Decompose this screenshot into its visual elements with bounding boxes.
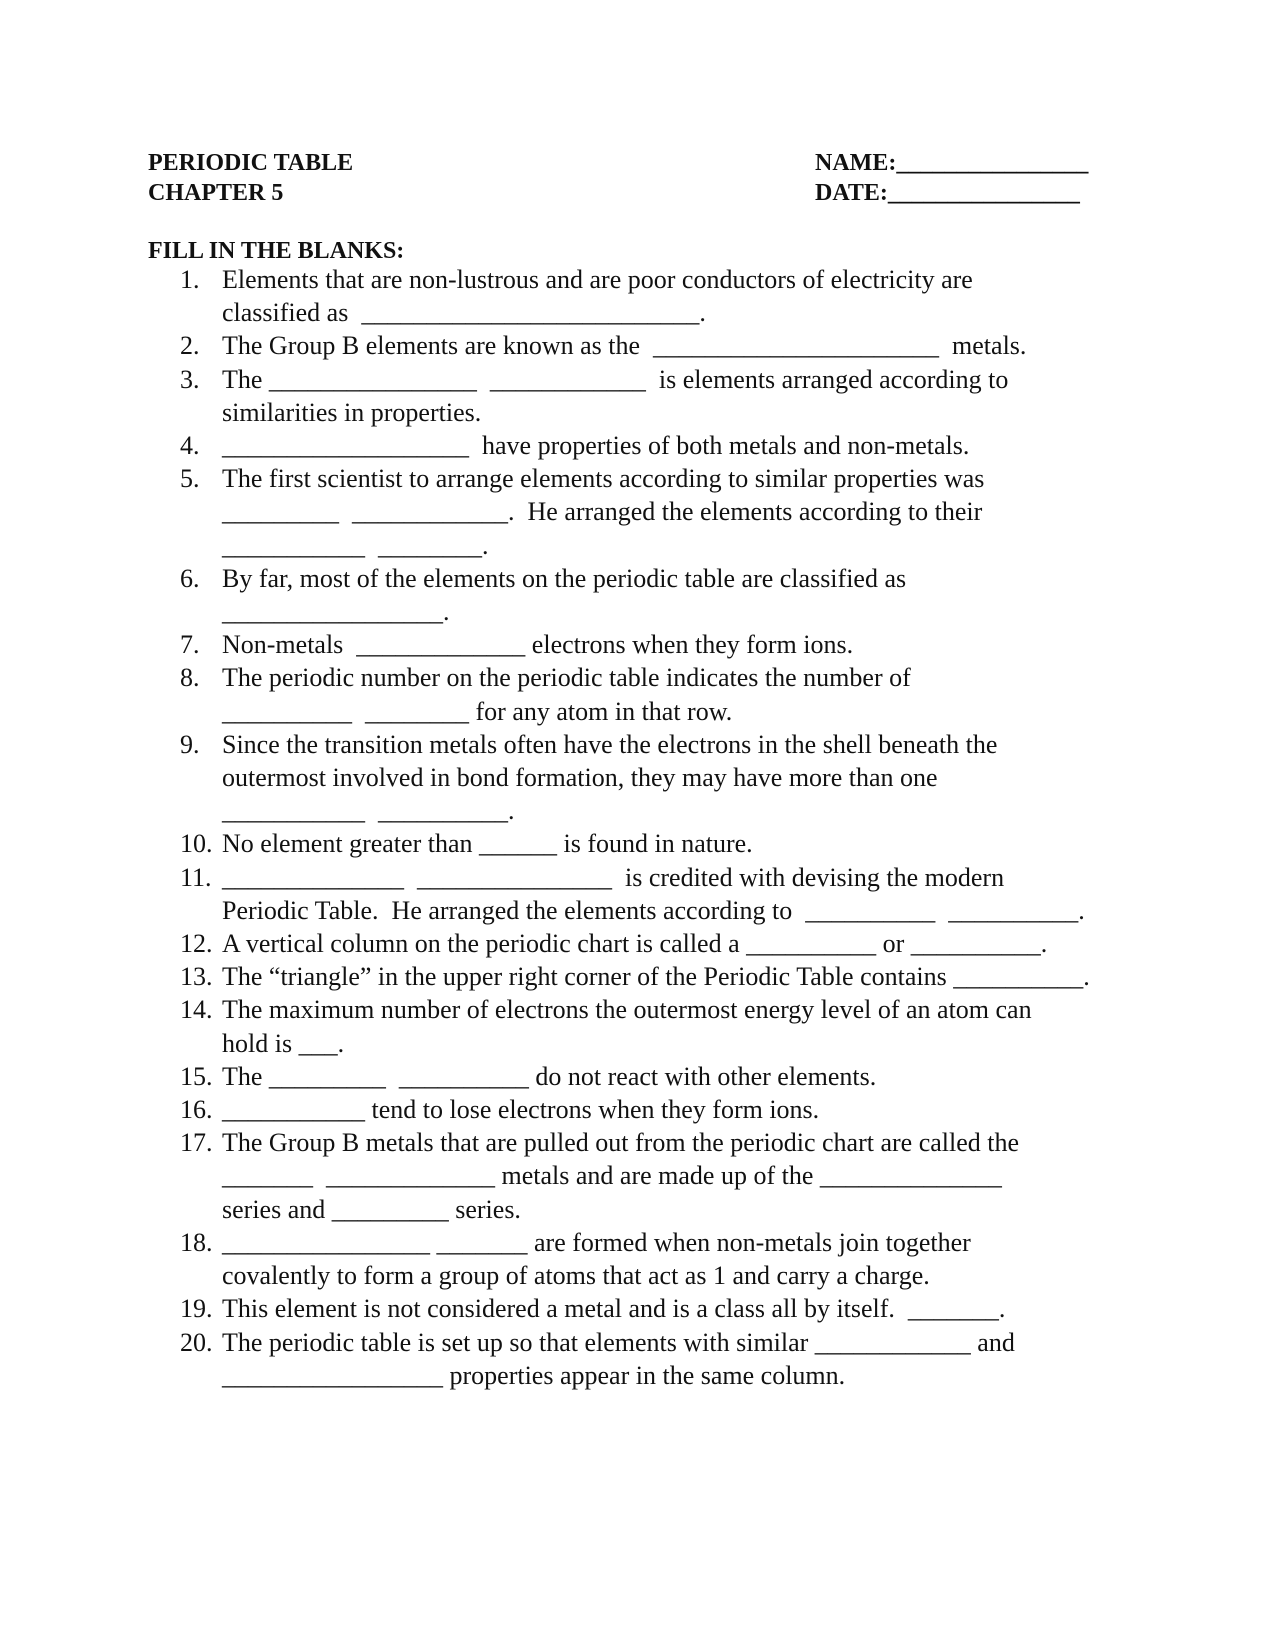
question-item (180, 562, 1180, 628)
section-title: FILL IN THE BLANKS: (148, 238, 405, 264)
question-number: 11. (180, 862, 212, 892)
date-field: DATE:________________ (815, 180, 1080, 206)
question-line: By far, most of the elements on the periodic table are classified as (222, 563, 907, 593)
question-item (180, 1226, 1180, 1292)
question-item (180, 429, 1180, 462)
question-item (180, 1326, 1180, 1392)
question-line: _________________ properties appear in the same column. (222, 1360, 846, 1390)
question-number: 10. (180, 829, 213, 859)
question-line: The _________ __________ do not react with other elements. (222, 1061, 877, 1091)
question-line: The periodic table is set up so that elements with similar ____________ and (222, 1327, 1015, 1357)
question-line: The periodic number on the periodic table indicates the number of (222, 663, 911, 693)
question-line: Since the transition metals often have the electrons in the shell beneath the (222, 729, 998, 759)
question-item (180, 861, 1180, 927)
question-line: series and _________ series. (222, 1194, 521, 1224)
question-item (180, 960, 1180, 993)
question-item (180, 993, 1180, 1059)
question-line: covalently to form a group of atoms that act as 1 and carry a charge. (222, 1261, 930, 1291)
question-line: The maximum number of electrons the outermost energy level of an atom can (222, 995, 1032, 1025)
question-item (180, 462, 1180, 562)
question-line: __________ ________ for any atom in that row. (222, 696, 733, 726)
question-line: ______________ _______________ is credited with devising the modern (222, 862, 1005, 892)
question-line: Non-metals _____________ electrons when they form ions. (222, 630, 854, 660)
question-number: 13. (180, 962, 213, 992)
question-line: The first scientist to arrange elements according to similar properties was (222, 464, 985, 494)
question-item (180, 1060, 1180, 1093)
question-item (180, 1292, 1180, 1325)
question-line: No element greater than ______ is found in nature. (222, 829, 753, 859)
question-item (180, 827, 1180, 860)
worksheet-chapter: CHAPTER 5 (148, 180, 284, 206)
question-number: 4. (180, 431, 200, 461)
question-number: 12. (180, 929, 213, 959)
question-item (180, 1126, 1180, 1226)
question-line: _______ _____________ metals and are made up of the ______________ (222, 1161, 1002, 1191)
question-list (180, 263, 1180, 1392)
question-number: 16. (180, 1095, 213, 1125)
question-line: classified as __________________________. (222, 298, 706, 328)
question-line: The Group B metals that are pulled out from the periodic chart are called the (222, 1128, 1020, 1158)
question-line: ________________ _______ are formed when non-metals join together (222, 1227, 971, 1257)
question-number: 19. (180, 1294, 213, 1324)
question-item (180, 927, 1180, 960)
question-number: 9. (180, 729, 200, 759)
question-line: Periodic Table. He arranged the elements according to __________ __________. (222, 895, 1085, 925)
question-number: 2. (180, 331, 200, 361)
question-line: ___________________ have properties of both metals and non-metals. (222, 431, 970, 461)
question-line: ___________ ________. (222, 530, 489, 560)
question-line: The Group B elements are known as the ______________________ metals. (222, 331, 1027, 361)
question-number: 7. (180, 630, 200, 660)
question-line: Elements that are non-lustrous and are poor conductors of electricity are (222, 265, 973, 294)
question-line: hold is ___. (222, 1028, 345, 1058)
question-line: outermost involved in bond formation, they may have more than one (222, 763, 938, 793)
question-item (180, 661, 1180, 727)
question-number: 1. (180, 265, 200, 294)
question-line: _________________. (222, 597, 450, 627)
question-number: 6. (180, 563, 200, 593)
question-item (180, 1093, 1180, 1126)
question-item (180, 363, 1180, 429)
question-line: ___________ __________. (222, 796, 515, 826)
question-item (180, 728, 1180, 828)
question-number: 3. (180, 364, 200, 394)
question-number: 18. (180, 1227, 213, 1257)
question-item (180, 263, 1180, 329)
question-line: _________ ____________. He arranged the elements according to their (222, 497, 983, 527)
question-number: 15. (180, 1061, 213, 1091)
question-number: 8. (180, 663, 200, 693)
question-item (180, 329, 1180, 362)
question-item (180, 628, 1180, 661)
question-line: A vertical column on the periodic chart is called a __________ or __________. (222, 929, 1048, 959)
question-line: ___________ tend to lose electrons when they form ions. (222, 1095, 820, 1125)
question-line: This element is not considered a metal and is a class all by itself. _______. (222, 1294, 1006, 1324)
question-number: 14. (180, 995, 213, 1025)
question-number: 20. (180, 1327, 213, 1357)
question-number: 5. (180, 464, 200, 494)
question-line: The ________________ ____________ is elements arranged according to (222, 364, 1009, 394)
worksheet-title: PERIODIC TABLE (148, 150, 354, 176)
question-line: The “triangle” in the upper right corner of the Periodic Table contains __________. (222, 962, 1090, 992)
name-field: NAME:________________ (815, 150, 1089, 176)
worksheet-title-block (148, 148, 353, 208)
student-info-block (815, 148, 1088, 208)
question-line: similarities in properties. (222, 397, 482, 427)
question-number: 17. (180, 1128, 213, 1158)
